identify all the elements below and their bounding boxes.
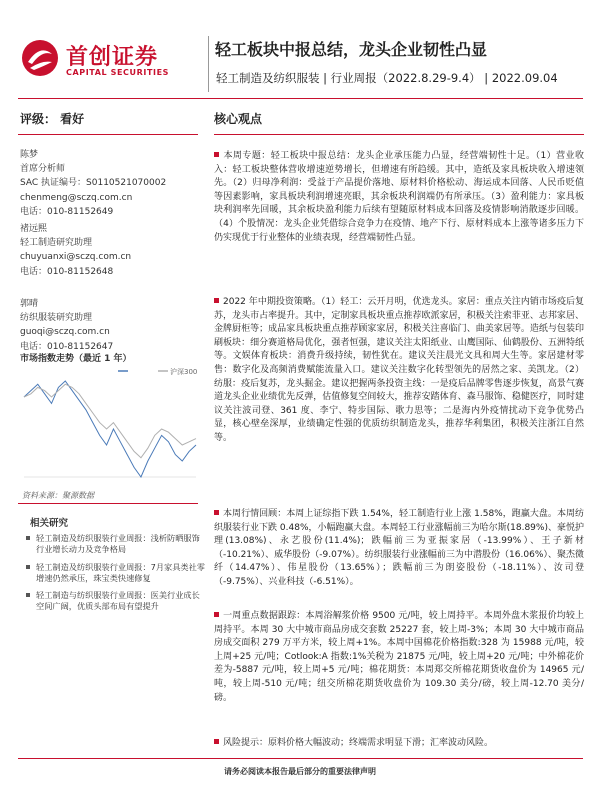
analyst-card — [20, 297, 113, 354]
related-research-text: 轻工制造及纺织服装行业周报：7月家具类社零增速仍然承压，珠宝类快速修复 — [36, 562, 205, 584]
analyst-role: 纺织服装研究助理 — [20, 313, 93, 324]
legend-label: 沪深300 — [170, 368, 198, 376]
related-research-text: 轻工制造及纺织服装行业周报：浅析防晒服饰行业增长动力及竞争格局 — [36, 533, 200, 555]
footer-disclaimer: 请务必阅读本报告最后部分的重要法律声明 — [224, 767, 376, 776]
header-divider — [208, 36, 209, 92]
related-research-item[interactable] — [26, 533, 206, 555]
bullet-icon — [26, 593, 30, 597]
paragraph-market-review — [214, 508, 584, 590]
header-rule — [18, 98, 583, 99]
company-logo — [20, 38, 200, 78]
analyst-name: 郭晴 — [20, 299, 39, 309]
series-line-1 — [24, 384, 196, 458]
analyst-phone: 电话：010-81152647 — [20, 341, 114, 352]
logo-mark-icon — [20, 38, 60, 78]
bullet-icon — [26, 536, 30, 540]
logo-subtitle: CAPITAL SECURITIES — [66, 68, 170, 77]
paragraph-text: 2022 年中期投资策略。（1）轻工：云开月明，优选龙头。家居：重点关注内销市场疫后复苏，龙头市占率提升。其中，定制家具板块重点推荐欧派家居，积极关注索菲亚、志邦家居、金牌厨柜等；成品家具板块重点推荐顾家家居，积极关注喜临门、曲美家居等。造纸与包装印刷板块：细分赛道格局优化，强者恒强，建议关注太阳纸业、山鹰国际、仙鹤股份、五洲特纸等。文娱体育板块：消费升级持续，韧性犹在。建议关注晨光文具和周大生等。家居建材零售：数字化及高频消费赋能流量入口。建议关注数字化转型领先的居然之家、美凯龙。（2）纺服：疫后复苏，龙头掘金。建议把握两条投资主线：一是疫后品牌零售逐步恢复，高景气赛道龙头企业业绩优先反弹，估值修复空间较大，推荐安踏体育、森马服饰、稳健医疗，同时建议关注波司登、361 度、李宁、特步国际、歌力思等；二是海内外疫情扰动下竞争优势凸显，核心壁垒深厚，业绩确定性强的优质纺织制造龙头，推荐华利集团，积极关注浙江自然等。 — [214, 297, 584, 443]
paragraph-data-tracking — [214, 610, 584, 705]
bullet-square-icon — [214, 739, 219, 744]
related-research-item[interactable] — [26, 590, 206, 612]
rating-label: 评级： 看好 — [20, 112, 85, 126]
related-research-text: 轻工制造与纺织服装行业周报：医美行业成长空间广阔，优质头部布局有望提升 — [36, 590, 200, 612]
right-column-rule — [214, 134, 584, 135]
market-chart — [20, 365, 200, 485]
paragraph-weekly-topic — [214, 150, 584, 245]
analyst-license: SAC 执证编号：S0110521070002 — [20, 178, 167, 189]
chart-source: 资料来源：聚源数据 — [22, 491, 94, 500]
analyst-phone: 电话：010-81152649 — [20, 206, 114, 217]
paragraph-text: 风险提示：原料价格大幅波动；终端需求明显下滑；汇率波动风险。 — [223, 738, 494, 748]
report-title: 轻工板块中报总结，龙头企业韧性凸显 — [215, 40, 488, 59]
market-chart-svg — [20, 365, 200, 485]
related-research-item[interactable] — [26, 562, 206, 584]
analyst-role: 轻工制造研究助理 — [20, 238, 93, 249]
analyst-name: 陈梦 — [20, 150, 39, 160]
related-research-title: 相关研究 — [30, 518, 69, 529]
bullet-square-icon — [214, 298, 219, 303]
paragraph-text: 一周重点数据跟踪：本周浴解浆价格 9500 元/吨，较上周持平。本周外盘木浆报价均较上周持平。本周 30 大中城市商品房成交套数 25227 套，较上周-3%；本周 30 大中城市商品房成交面积 279 万平方米，较上周+1%。本周中国棉花价格指数:328 为 15988 元/吨，较上周+25 元/吨；Cotlook:A 指数:1%关税为 21875 元/吨，较上周+20 元/吨；中外棉花价差为-5887 元/吨，较上周+5 元/吨；棉花期货：本周郑交所棉花期货收盘价为 14965 元/吨，较上周-510 元/吨；纽交所棉花期货收盘价为 109.30 美分/磅，较上周-12.70 美分/磅。 — [214, 611, 584, 703]
paragraph-risk-warning — [214, 737, 584, 751]
analyst-card — [20, 148, 166, 219]
chart-rule — [18, 503, 198, 504]
analyst-email: guoqi@sczq.com.cn — [20, 327, 110, 338]
analyst-email: chuyuanxi@sczq.com.cn — [20, 252, 132, 263]
market-chart-title: 市场指数走势（最近 1 年） — [20, 354, 132, 364]
left-column-rule — [18, 134, 198, 135]
bullet-square-icon — [214, 152, 219, 157]
logo-name: 首创证券 — [66, 45, 159, 70]
paragraph-investment-strategy — [214, 296, 584, 446]
bullet-square-icon — [214, 510, 219, 515]
bullet-icon — [26, 565, 30, 569]
analyst-role: 首席分析师 — [20, 164, 66, 175]
analyst-email: chenmeng@sczq.com.cn — [20, 192, 133, 203]
paragraph-text: 本周行情回顾：本周上证综指下跌 1.54%，轻工制造行业上涨 1.58%，跑赢大盘。本周纺织服装行业下跌 0.48%，小幅跑赢大盘。本周轻工行业涨幅前三为哈尔斯(18.89%)、豪悦护理(13.08%)、永艺股份(11.4%)；跌幅前三为亚振家居（-13.99%）、王子新材（-10.21%）、威华股份（-9.07%）。纺织服装行业涨幅前三为中潜股份（16.06%）、聚杰微纤（14.47%）、伟星股份（13.65%）；跌幅前三为朗姿股份（-18.11%）、汝司登（-9.75%）、兴业科技（-6.51%）。 — [214, 509, 584, 587]
paragraph-text: 本周专题：轻工板块中报总结：龙头企业承压能力凸显，经营端韧性十足。（1）营业收入：轻工板块整体营收增速逆势增长，但增速有所趋缓。其中，造纸及家具板块收入增速领先。（2）归母净利润：受益于产品提价落地、原材料价格松动、海运成本回落、人民币贬值等因素影响，家具板块利润增速亮眼，其余板块利润端仍有所承压。（3）盈利能力：家具板块利润率先回暖，其余板块盈利能力后续有望随原材料成本回落及疫情影响消散逐步回暖。（4）个股情况：龙头企业凭借综合竞争力在疫情、地产下行、原材料成本上涨等诸多压力下仍实现优于行业整体的业绩表现，经营端韧性凸显。 — [214, 151, 584, 243]
analyst-card — [20, 222, 131, 279]
report-subtitle: 轻工制造及纺织服装 | 行业周报（2022.8.29-9.4） | 2022.09.04 — [216, 71, 558, 85]
bullet-square-icon — [214, 612, 219, 617]
analyst-phone: 电话：010-81152648 — [20, 266, 114, 277]
core-views-heading: 核心观点 — [214, 112, 263, 126]
analyst-name: 褚远熙 — [20, 224, 48, 234]
footer-rule — [18, 758, 583, 759]
